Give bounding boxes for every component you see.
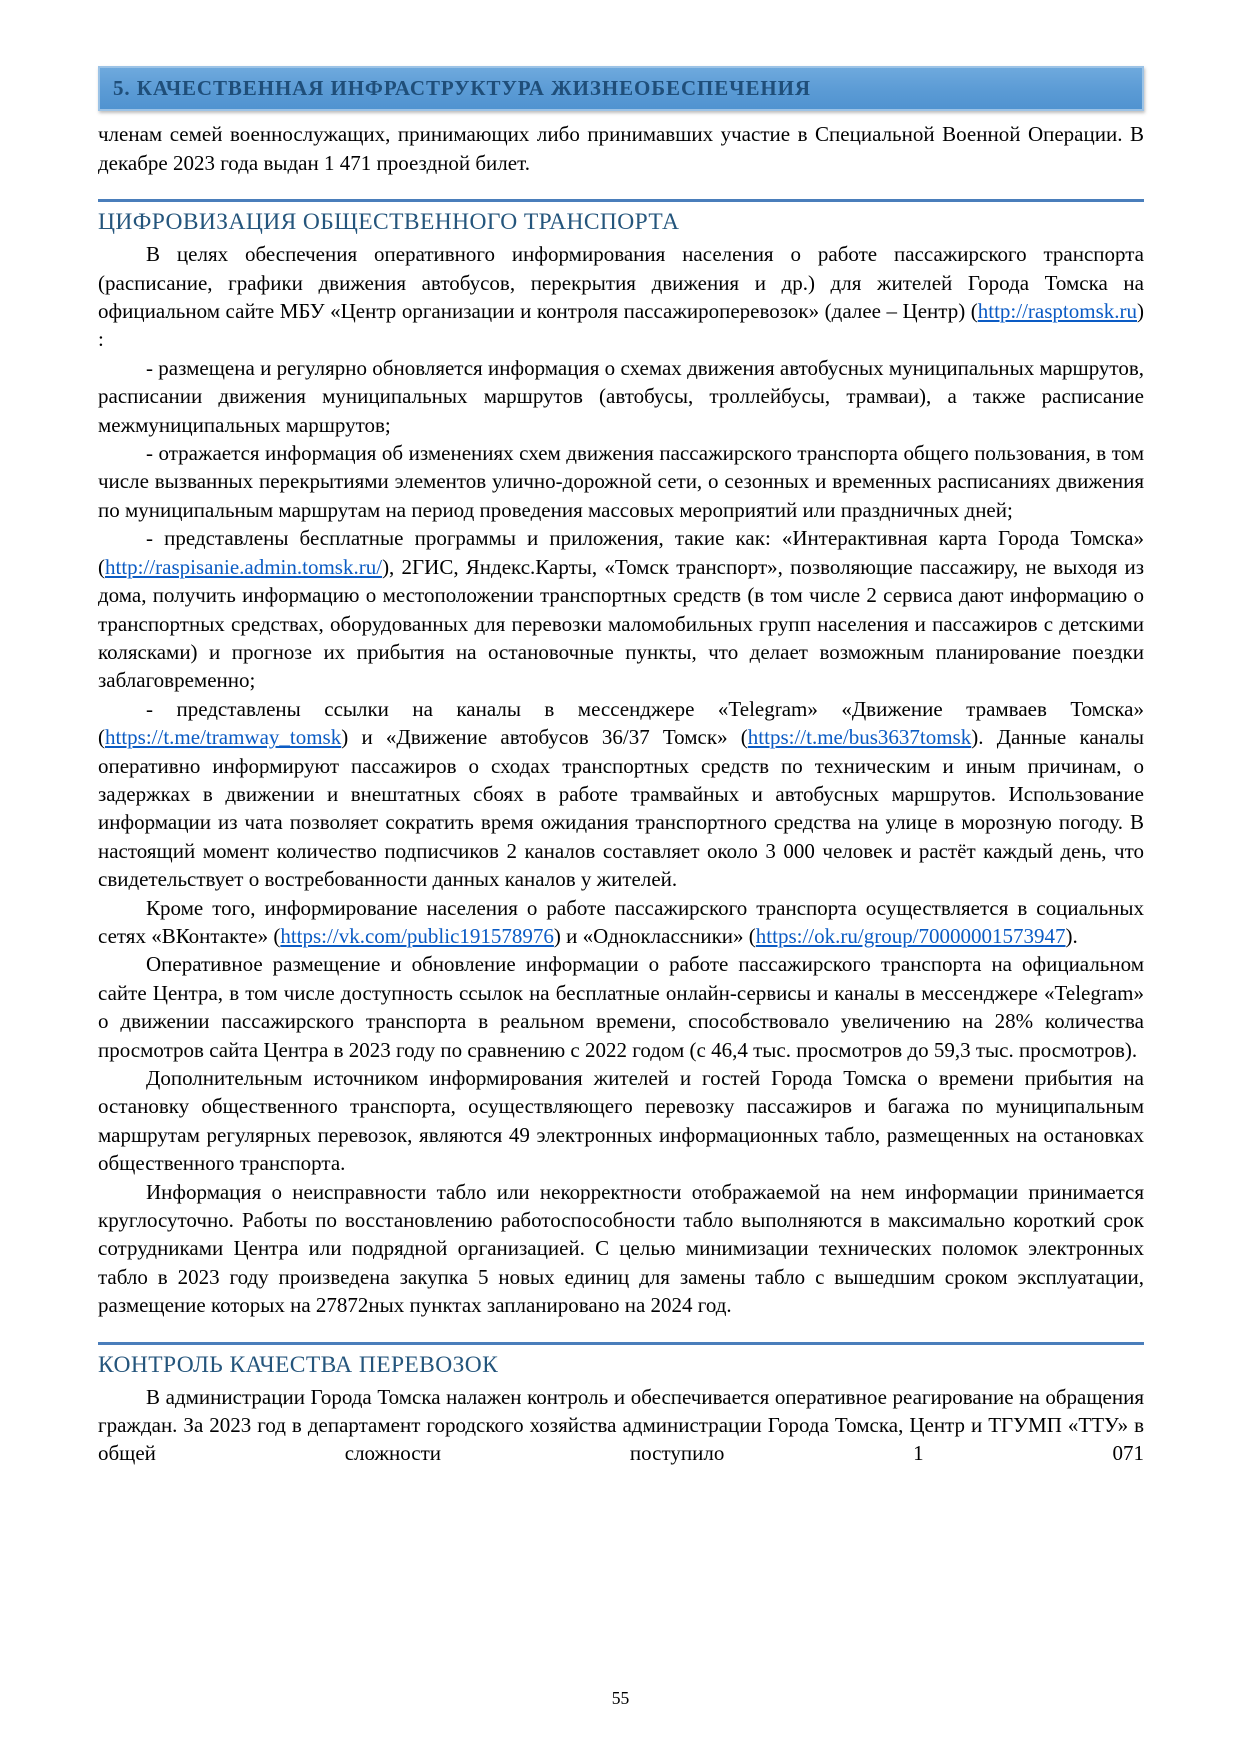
paragraph-bullet-telegram bbox=[98, 695, 1144, 894]
paragraph-text: Оперативное размещение и обновление информации о работе пассажирского транспорта на официальном сайте Центра, в том числе доступность ссылок на бесплатные онлайн-сервисы и каналы в мессенджере «Telegram» о движении пассажирского транспорта в реальном времени, способствовало увеличению на 28% количества просмотров сайта Центра в 2023 году по сравнению с 2022 годом (с 46,4 тыс. просмотров до 59,3 тыс. просмотров). bbox=[98, 952, 1144, 1062]
section-heading-digitalization: ЦИФРОВИЗАЦИЯ ОБЩЕСТВЕННОГО ТРАНСПОРТА bbox=[98, 209, 680, 236]
paragraph-text: ). bbox=[1065, 923, 1078, 948]
link-vk-public[interactable]: https://vk.com/public191578976 bbox=[280, 923, 554, 948]
paragraph-bullet-apps bbox=[98, 524, 1144, 694]
section-divider bbox=[98, 1342, 1144, 1345]
paragraph-text: ) и «Движение автобусов 36/37 Томск» ( bbox=[341, 725, 748, 750]
paragraph-text: ) и «Одноклассники» ( bbox=[553, 923, 756, 948]
paragraph-text: - представлены бесплатные программы и приложения, такие как: «Интерактивная карта Города Томска» ( bbox=[98, 526, 1144, 579]
paragraph-info-boards bbox=[98, 1064, 1144, 1178]
paragraph-text: ). Данные каналы оперативно информируют пассажиров о сходах транспортных средств по техническим и иным причинам, о задержках в движении и внештатных сбоях в работе трамвайных и автобусных маршрутов. Использование информации из чата позволяет сократить время ожидания транспортного средства на улице в морозную погоду. В настоящий момент количество подписчиков 2 каналов составляет около 3 000 человек и растёт каждый день, что свидетельствует о востребованности данных каналов у жителей. bbox=[98, 725, 1144, 892]
paragraph-text: членам семей военнослужащих, принимающих либо принимавших участие в Специальной Военной Операции. В декабре 2023 года выдан 1 471 проездной билет. bbox=[98, 122, 1144, 175]
paragraph bbox=[98, 240, 1144, 354]
link-raspisanie-admin-tomsk[interactable]: http://raspisanie.admin.tomsk.ru/ bbox=[105, 554, 383, 579]
paragraph-text: Информация о неисправности табло или некорректности отображаемой на нем информации принимается круглосуточно. Работы по восстановлению работоспособности табло выполняются в максимально короткий срок сотрудниками Центра или подрядной организацией. С целью минимизации технических поломок электронных табло в 2023 году произведена закупка 5 новых единиц для замены табло с вышедшим сроком эксплуатации, размещение которых на 27872ных пунктах запланировано на 2024 год. bbox=[98, 1179, 1144, 1318]
paragraph-text: Кроме того, информирование населения о работе пассажирского транспорта осуществляется в социальных сетях «ВКонтакте» ( bbox=[98, 895, 1144, 948]
paragraph-social-networks bbox=[98, 894, 1144, 951]
paragraph-text: - представлены ссылки на каналы в мессенджере «Telegram» «Движение трамваев Томска» ( bbox=[98, 696, 1144, 750]
chapter-title: 5. КАЧЕСТВЕННАЯ ИНФРАСТРУКТУРА ЖИЗНЕОБЕСПЕЧЕНИЯ bbox=[113, 76, 811, 100]
paragraph-text: ) : bbox=[98, 299, 1144, 352]
section-quality-control bbox=[98, 1342, 1144, 1468]
section-digitalization bbox=[98, 199, 1144, 1319]
link-ok-group[interactable]: https://ok.ru/group/70000001573947 bbox=[755, 923, 1066, 948]
paragraph-text: - отражается информация об изменениях схем движения пассажирского транспорта общего пользования, в том числе вызванных перекрытиями элементов улично-дорожной сети, о сезонных и временных расписаниях движения по муниципальным маршрутам на период проведения массовых мероприятий или праздничных дней; bbox=[98, 441, 1144, 522]
paragraph-quality-control bbox=[98, 1383, 1144, 1468]
section-heading-quality-control: КОНТРОЛЬ КАЧЕСТВА ПЕРЕВОЗОК bbox=[98, 1351, 499, 1378]
paragraph-text: Дополнительным источником информирования жителей и гостей Города Томска о времени прибытия на остановку общественного транспорта, осуществляющего перевозку пассажиров и багажа по муниципальным маршрутам регулярных перевозок, являются 49 электронных информационных табло, размещенных на остановках общественного транспорта. bbox=[98, 1066, 1144, 1176]
page-number: 55 bbox=[611, 1688, 630, 1708]
link-telegram-bus3637[interactable]: https://t.me/bus3637tomsk bbox=[747, 725, 972, 750]
paragraph-text: В целях обеспечения оперативного информирования населения о работе пассажирского транспорта (расписание, графики движения автобусов, перекрытия движения и др.) для жителей Города Томска на официальном сайте МБУ «Центр организации и контроля пассажироперевозок» (далее – Центр) ( bbox=[98, 242, 1144, 324]
paragraph-intro-continuation bbox=[98, 120, 1144, 177]
paragraph-boards-maintenance bbox=[98, 1178, 1144, 1320]
paragraph-text: - размещена и регулярно обновляется информация о схемах движения автобусных муниципальных маршрутов, расписании движения муниципальных маршрутов (автобусы, троллейбусы, трамваи), а также расписание межмуниципальных маршрутов; bbox=[98, 355, 1144, 437]
paragraph-text: В администрации Города Томска налажен контроль и обеспечивается оперативное реагирование на обращения граждан. За 2023 год в департамент городского хозяйства администрации Города Томска, Центр и ТГУМП «ТТУ» в общей сложности поступило 1 071 bbox=[98, 1384, 1144, 1466]
link-rasptomsk[interactable]: http://rasptomsk.ru bbox=[977, 299, 1137, 324]
paragraph-text: ), 2ГИС, Яндекс.Карты, «Томск транспорт», позволяющие пассажиру, не выходя из дома, получить информацию о местоположении транспортных средств (в том числе 2 сервиса дают информацию о транспортных средствах, оборудованных для перевозки маломобильных групп населения и пассажиров с детскими колясками) и прогнозе их прибытия на остановочные пункты, что делает возможным планирование поездки заблаговременно; bbox=[98, 554, 1144, 693]
chapter-header-bar bbox=[98, 66, 1144, 111]
paragraph-bullet-changes bbox=[98, 439, 1144, 524]
link-telegram-tramway[interactable]: https://t.me/tramway_tomsk bbox=[105, 725, 342, 750]
paragraph-bullet-schemes bbox=[98, 354, 1144, 439]
section-divider bbox=[98, 199, 1144, 202]
paragraph-site-views bbox=[98, 950, 1144, 1064]
